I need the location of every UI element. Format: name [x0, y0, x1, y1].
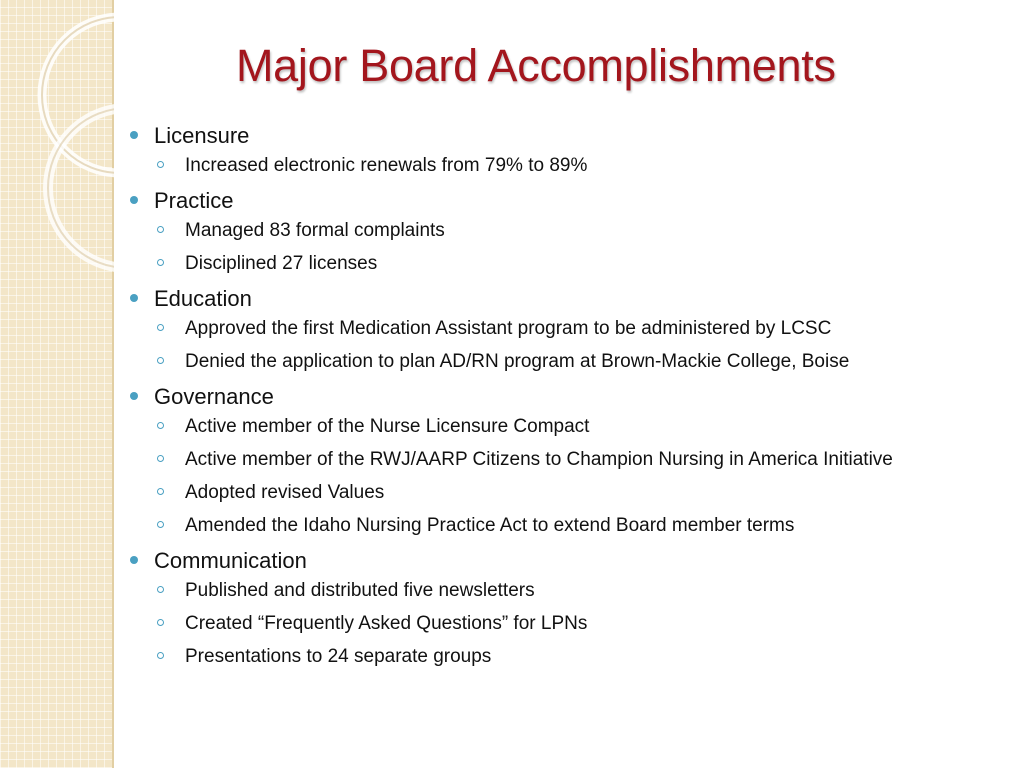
sub-item-text: Published and distributed five newsletters: [185, 580, 535, 601]
sub-item-list: [154, 415, 1006, 537]
sub-item-text: Created “Frequently Asked Questions” for LPNs: [185, 613, 588, 634]
topic-label: Governance: [154, 384, 274, 409]
topic-label: Practice: [154, 188, 234, 213]
hollow-bullet-icon: [157, 619, 164, 626]
topic-label: Communication: [154, 548, 307, 573]
hollow-bullet-icon: [157, 259, 164, 266]
hollow-bullet-icon: [157, 521, 164, 528]
filled-bullet-icon: [130, 392, 138, 400]
sub-item: [154, 481, 1006, 504]
filled-bullet-icon: [130, 556, 138, 564]
hollow-bullet-icon: [157, 324, 164, 331]
sub-item-text: Adopted revised Values: [185, 482, 385, 503]
hollow-bullet-icon: [157, 161, 164, 168]
hollow-bullet-icon: [157, 422, 164, 429]
sub-item-text: Active member of the Nurse Licensure Compact: [185, 416, 590, 437]
sub-item-text: Amended the Idaho Nursing Practice Act to extend Board member terms: [185, 515, 795, 536]
sub-item-text: Increased electronic renewals from 79% to 89%: [185, 155, 588, 176]
hollow-bullet-icon: [157, 652, 164, 659]
sub-item-list: [154, 317, 1006, 373]
sub-item: [154, 448, 1006, 471]
sub-item-list: [154, 154, 1006, 177]
filled-bullet-icon: [130, 294, 138, 302]
topic-communication: [126, 547, 1006, 668]
hollow-bullet-icon: [157, 488, 164, 495]
sub-item: [154, 612, 1006, 635]
topic-governance: [126, 383, 1006, 537]
topic-label: Education: [154, 286, 252, 311]
topic-education: [126, 285, 1006, 373]
topic-licensure: [126, 122, 1006, 177]
sub-item-text: Approved the first Medication Assistant program to be administered by LCSC: [185, 318, 832, 339]
sub-item: [154, 252, 1006, 275]
sub-item-list: [154, 219, 1006, 275]
sub-item-list: [154, 579, 1006, 668]
topic-label: Licensure: [154, 123, 250, 148]
sub-item: [154, 514, 1006, 537]
sub-item: [154, 415, 1006, 438]
sub-item: [154, 317, 1006, 340]
hollow-bullet-icon: [157, 226, 164, 233]
sub-item: [154, 154, 1006, 177]
sub-item-text: Denied the application to plan AD/RN program at Brown-Mackie College, Boise: [185, 351, 850, 372]
hollow-bullet-icon: [157, 586, 164, 593]
bullet-content: [126, 122, 1006, 678]
sub-item-text: Disciplined 27 licenses: [185, 253, 378, 274]
sub-item: [154, 350, 1006, 373]
topic-practice: [126, 187, 1006, 275]
sub-item-text: Active member of the RWJ/AARP Citizens to Champion Nursing in America Initiative: [185, 449, 893, 470]
sub-item-text: Managed 83 formal complaints: [185, 220, 445, 241]
slide-title: Major Board Accomplishments: [236, 40, 836, 91]
hollow-bullet-icon: [157, 455, 164, 462]
sub-item-text: Presentations to 24 separate groups: [185, 646, 492, 667]
hollow-bullet-icon: [157, 357, 164, 364]
filled-bullet-icon: [130, 196, 138, 204]
sub-item: [154, 219, 1006, 242]
decorative-circles: [0, 0, 114, 768]
sub-item: [154, 645, 1006, 668]
filled-bullet-icon: [130, 131, 138, 139]
sub-item: [154, 579, 1006, 602]
